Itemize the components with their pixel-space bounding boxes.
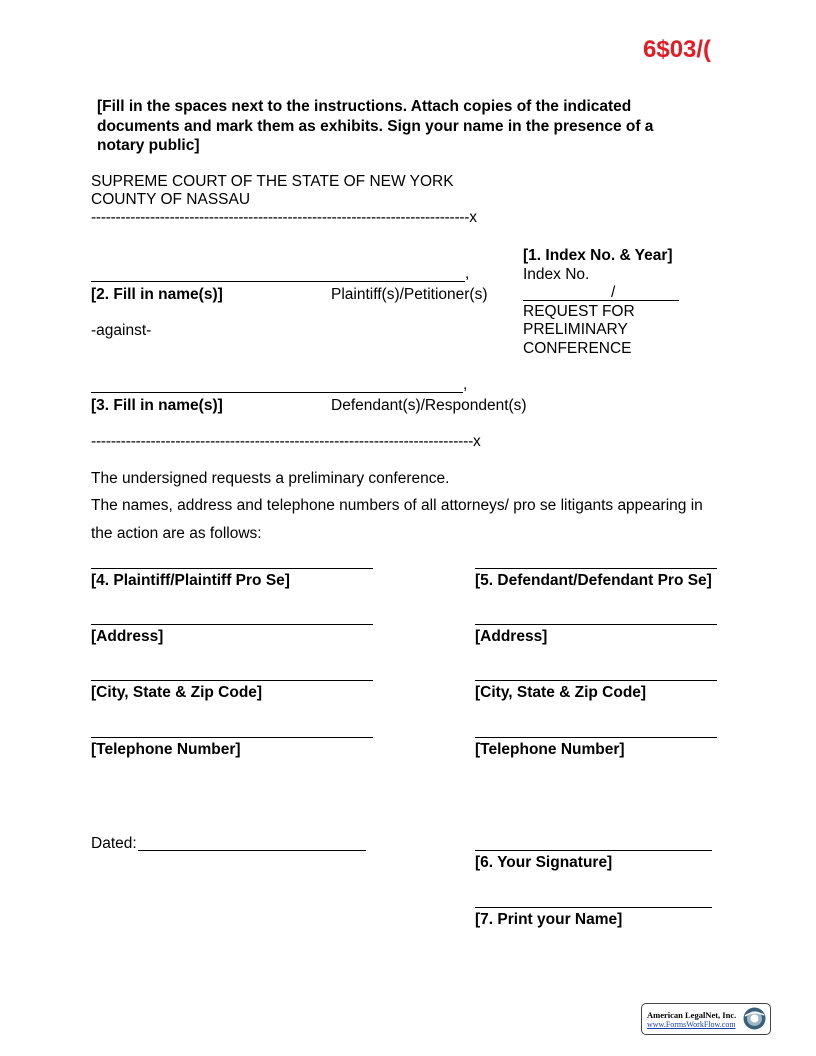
defendant-phone-line[interactable]	[475, 737, 717, 738]
plaintiff-address-line[interactable]	[91, 624, 373, 625]
print-name-line[interactable]	[475, 907, 712, 908]
plaintiff-attorney-line[interactable]	[91, 568, 373, 569]
vendor-url[interactable]: www.FormsWorkFlow.com	[647, 1020, 736, 1029]
print-name-label: [7. Print your Name]	[475, 911, 623, 928]
court-name: SUPREME COURT OF THE STATE OF NEW YORK	[91, 173, 454, 190]
index-slash: /	[611, 284, 616, 301]
defendant-address-label: [Address]	[475, 628, 548, 645]
plaintiff-phone-line[interactable]	[91, 737, 373, 738]
plaintiff-city-line[interactable]	[91, 680, 373, 681]
form-stamp: 6$03/(	[643, 36, 712, 63]
body-paragraph-1: The undersigned requests a preliminary conference.	[91, 470, 450, 487]
defendant-city-line[interactable]	[475, 680, 717, 681]
body-paragraph-2a: The names, address and telephone numbers of all attorneys/ pro se litigants appearing in	[91, 497, 703, 514]
plaintiff-attorney-label: [4. Plaintiff/Plaintiff Pro Se]	[91, 572, 290, 589]
vendor-name: American LegalNet, Inc.	[647, 1010, 737, 1020]
plaintiff-phone-label: [Telephone Number]	[91, 741, 241, 758]
against-text: -against-	[91, 322, 152, 339]
signature-line[interactable]	[475, 850, 712, 851]
index-label: Index No.	[523, 266, 590, 283]
defendant-phone-label: [Telephone Number]	[475, 741, 625, 758]
plaintiff-name-line[interactable]	[91, 281, 465, 282]
signature-label: [6. Your Signature]	[475, 854, 613, 871]
dated-line[interactable]	[138, 850, 366, 851]
court-county: COUNTY OF NASSAU	[91, 191, 251, 208]
defendant-attorney-line[interactable]	[475, 568, 717, 569]
defendant-instruction: [3. Fill in name(s)]	[91, 397, 223, 414]
plaintiff-address-label: [Address]	[91, 628, 164, 645]
vendor-logo[interactable]	[641, 1003, 771, 1035]
doc-title-line1: REQUEST FOR	[523, 303, 635, 320]
doc-title-line2: PRELIMINARY	[523, 321, 628, 338]
globe-icon	[742, 1006, 767, 1031]
caption-divider-bottom: -----------------------------------------------------------------------------x	[91, 433, 481, 450]
defendant-address-line[interactable]	[475, 624, 717, 625]
doc-title-line3: CONFERENCE	[523, 340, 632, 357]
body-paragraph-2b: the action are as follows:	[91, 525, 262, 542]
dated-label: Dated:	[91, 835, 137, 852]
index-instruction: [1. Index No. & Year]	[523, 247, 673, 264]
plaintiff-role: Plaintiff(s)/Petitioner(s)	[331, 286, 488, 303]
index-number-line[interactable]	[523, 300, 679, 301]
defendant-role: Defendant(s)/Respondent(s)	[331, 397, 527, 414]
caption-divider-top: -----------------------------------------------------------------------------x	[91, 209, 477, 226]
plaintiff-instruction: [2. Fill in name(s)]	[91, 286, 223, 303]
plaintiff-city-label: [City, State & Zip Code]	[91, 684, 263, 701]
defendant-comma: ,	[463, 376, 468, 393]
defendant-name-line[interactable]	[91, 392, 463, 393]
defendant-attorney-label: [5. Defendant/Defendant Pro Se]	[475, 572, 712, 589]
plaintiff-comma: ,	[465, 265, 470, 282]
instructions-text: [Fill in the spaces next to the instructions. Attach copies of the indicated documents and mark them as exhibits. Sign your name in the presence of a notary public]	[97, 98, 654, 154]
defendant-city-label: [City, State & Zip Code]	[475, 684, 647, 701]
